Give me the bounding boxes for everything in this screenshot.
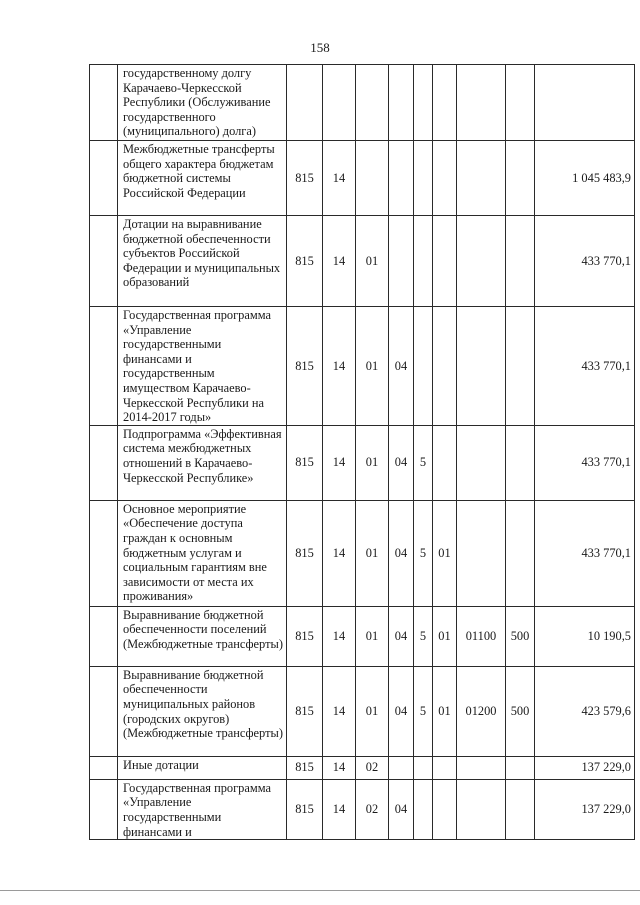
code-cell-c8 xyxy=(506,141,535,216)
code-cell-c2: 14 xyxy=(323,666,356,756)
table-row xyxy=(90,65,635,141)
code-cell-c2: 14 xyxy=(323,425,356,500)
page-number: 158 xyxy=(310,40,330,55)
code-cell-c8 xyxy=(506,756,535,779)
code-cell-c3: 02 xyxy=(356,756,389,779)
row-spacer-cell xyxy=(90,756,118,779)
code-cell-c1: 815 xyxy=(287,779,323,839)
row-amount-cell: 1 045 483,9 xyxy=(535,141,635,216)
code-cell-c1: 815 xyxy=(287,606,323,666)
code-cell-c1: 815 xyxy=(287,216,323,307)
code-cell-c6 xyxy=(433,65,457,141)
code-cell-c2: 14 xyxy=(323,756,356,779)
code-cell-c4: 04 xyxy=(389,425,414,500)
code-cell-c6: 01 xyxy=(433,500,457,606)
code-cell-c3 xyxy=(356,141,389,216)
code-cell-c8: 500 xyxy=(506,666,535,756)
code-cell-c7 xyxy=(457,216,506,307)
row-name-cell: Иные дотации xyxy=(118,756,287,779)
row-amount-cell: 137 229,0 xyxy=(535,779,635,839)
code-cell-c8 xyxy=(506,779,535,839)
row-amount-cell: 433 770,1 xyxy=(535,500,635,606)
table-row xyxy=(90,779,635,839)
code-cell-c1: 815 xyxy=(287,141,323,216)
table-row xyxy=(90,606,635,666)
code-cell-c8 xyxy=(506,425,535,500)
row-spacer-cell xyxy=(90,666,118,756)
row-name-cell: Государственная программа «Управление государственными финансами и государственным имуществом Карачаево-Черкесской Республики на 2014-2017 годы» xyxy=(118,307,287,426)
code-cell-c5 xyxy=(414,756,433,779)
code-cell-c1: 815 xyxy=(287,307,323,426)
table-row xyxy=(90,666,635,756)
table-row xyxy=(90,141,635,216)
row-spacer-cell xyxy=(90,65,118,141)
code-cell-c1 xyxy=(287,65,323,141)
code-cell-c5 xyxy=(414,307,433,426)
code-cell-c2: 14 xyxy=(323,141,356,216)
code-cell-c5 xyxy=(414,779,433,839)
code-cell-c4: 04 xyxy=(389,307,414,426)
code-cell-c8 xyxy=(506,216,535,307)
code-cell-c3: 01 xyxy=(356,606,389,666)
code-cell-c5: 5 xyxy=(414,606,433,666)
code-cell-c3: 01 xyxy=(356,666,389,756)
code-cell-c4: 04 xyxy=(389,779,414,839)
code-cell-c3: 01 xyxy=(356,307,389,426)
code-cell-c5 xyxy=(414,141,433,216)
code-cell-c2 xyxy=(323,65,356,141)
row-name-cell: Межбюджетные трансферты общего характера бюджетам бюджетной системы Российской Федерации xyxy=(118,141,287,216)
code-cell-c5 xyxy=(414,65,433,141)
code-cell-c7: 01200 xyxy=(457,666,506,756)
row-spacer-cell xyxy=(90,779,118,839)
row-amount-cell: 10 190,5 xyxy=(535,606,635,666)
row-amount-cell: 423 579,6 xyxy=(535,666,635,756)
row-amount-cell: 433 770,1 xyxy=(535,216,635,307)
code-cell-c1: 815 xyxy=(287,500,323,606)
code-cell-c6 xyxy=(433,756,457,779)
code-cell-c4 xyxy=(389,216,414,307)
code-cell-c5: 5 xyxy=(414,425,433,500)
table-row xyxy=(90,756,635,779)
code-cell-c6: 01 xyxy=(433,666,457,756)
row-spacer-cell xyxy=(90,500,118,606)
code-cell-c7 xyxy=(457,500,506,606)
budget-table xyxy=(89,64,635,840)
code-cell-c4 xyxy=(389,141,414,216)
code-cell-c8 xyxy=(506,65,535,141)
code-cell-c6: 01 xyxy=(433,606,457,666)
code-cell-c2: 14 xyxy=(323,307,356,426)
table-row xyxy=(90,307,635,426)
code-cell-c1: 815 xyxy=(287,666,323,756)
row-name-cell: Выравнивание бюджетной обеспеченности муниципальных районов (городских округов) (Межбюджетные трансферты) xyxy=(118,666,287,756)
code-cell-c1: 815 xyxy=(287,756,323,779)
code-cell-c1: 815 xyxy=(287,425,323,500)
table-row xyxy=(90,425,635,500)
code-cell-c7 xyxy=(457,756,506,779)
code-cell-c6 xyxy=(433,307,457,426)
row-name-cell: Выравнивание бюджетной обеспеченности поселений (Межбюджетные трансферты) xyxy=(118,606,287,666)
code-cell-c5: 5 xyxy=(414,500,433,606)
row-name-cell: Государственная программа «Управление государственными финансами и xyxy=(118,779,287,839)
code-cell-c3: 02 xyxy=(356,779,389,839)
code-cell-c5: 5 xyxy=(414,666,433,756)
code-cell-c4: 04 xyxy=(389,606,414,666)
row-spacer-cell xyxy=(90,307,118,426)
code-cell-c7 xyxy=(457,307,506,426)
code-cell-c6 xyxy=(433,216,457,307)
code-cell-c3: 01 xyxy=(356,500,389,606)
code-cell-c8: 500 xyxy=(506,606,535,666)
code-cell-c5 xyxy=(414,216,433,307)
row-amount-cell xyxy=(535,65,635,141)
row-name-cell: Подпрограмма «Эффективная система межбюджетных отношений в Карачаево-Черкесской Республике» xyxy=(118,425,287,500)
code-cell-c6 xyxy=(433,141,457,216)
scan-edge-line xyxy=(0,890,640,891)
code-cell-c7 xyxy=(457,779,506,839)
row-amount-cell: 433 770,1 xyxy=(535,425,635,500)
code-cell-c2: 14 xyxy=(323,500,356,606)
code-cell-c7 xyxy=(457,425,506,500)
row-spacer-cell xyxy=(90,141,118,216)
row-spacer-cell xyxy=(90,216,118,307)
code-cell-c7 xyxy=(457,141,506,216)
code-cell-c3: 01 xyxy=(356,425,389,500)
code-cell-c2: 14 xyxy=(323,779,356,839)
code-cell-c4: 04 xyxy=(389,666,414,756)
row-name-cell: Основное мероприятие «Обеспечение доступа граждан к основным бюджетным услугам и социальным гарантиям вне зависимости от места их проживания» xyxy=(118,500,287,606)
code-cell-c8 xyxy=(506,307,535,426)
code-cell-c4 xyxy=(389,756,414,779)
code-cell-c3 xyxy=(356,65,389,141)
code-cell-c8 xyxy=(506,500,535,606)
code-cell-c3: 01 xyxy=(356,216,389,307)
code-cell-c6 xyxy=(433,425,457,500)
code-cell-c7 xyxy=(457,65,506,141)
row-spacer-cell xyxy=(90,425,118,500)
code-cell-c6 xyxy=(433,779,457,839)
table-row xyxy=(90,500,635,606)
code-cell-c2: 14 xyxy=(323,216,356,307)
code-cell-c4: 04 xyxy=(389,500,414,606)
row-amount-cell: 137 229,0 xyxy=(535,756,635,779)
code-cell-c2: 14 xyxy=(323,606,356,666)
row-amount-cell: 433 770,1 xyxy=(535,307,635,426)
table-row xyxy=(90,216,635,307)
row-name-cell: государственному долгу Карачаево-Черкесской Республики (Обслуживание государственного (муниципального) долга) xyxy=(118,65,287,141)
code-cell-c7: 01100 xyxy=(457,606,506,666)
row-spacer-cell xyxy=(90,606,118,666)
row-name-cell: Дотации на выравнивание бюджетной обеспеченности субъектов Российской Федерации и муниципальных образований xyxy=(118,216,287,307)
code-cell-c4 xyxy=(389,65,414,141)
